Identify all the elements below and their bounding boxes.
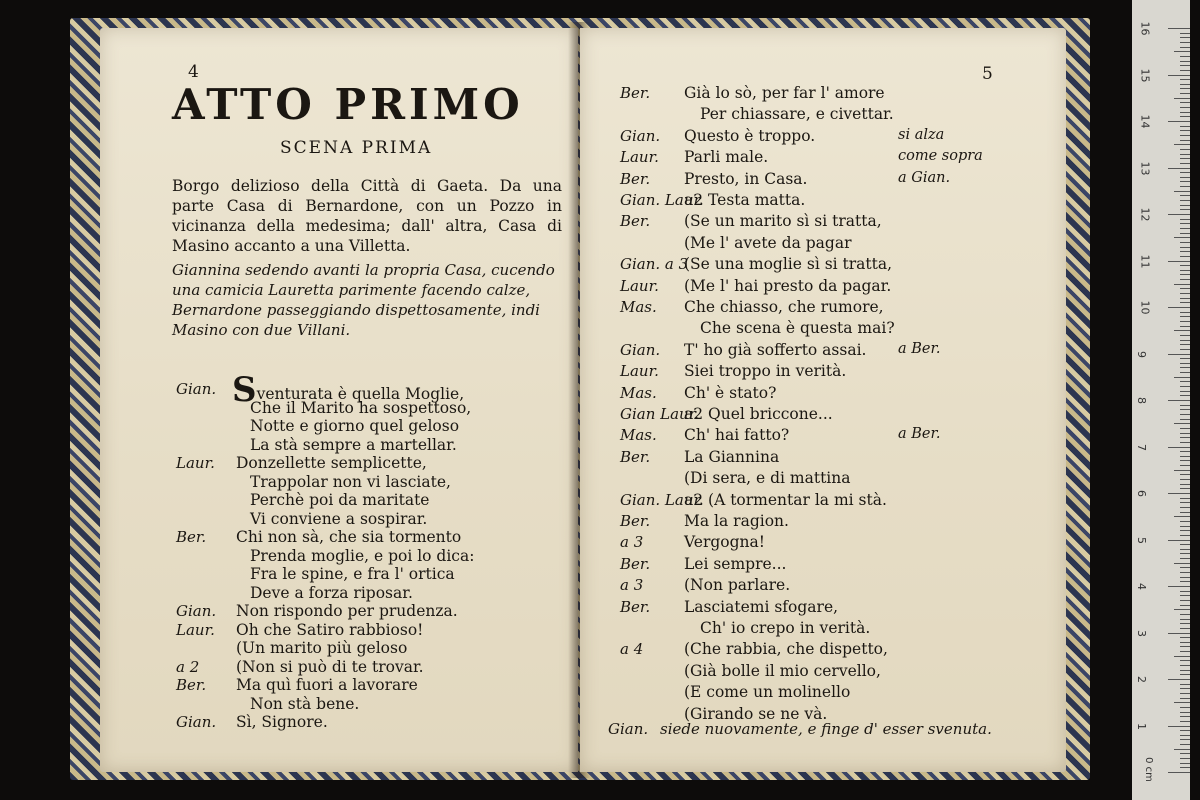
- ruler-tick: [1180, 302, 1190, 303]
- ruler-tick: [1180, 456, 1190, 457]
- speaker-label: Laur.: [620, 148, 659, 167]
- ruler-tick: [1180, 600, 1190, 601]
- ruler-tick: [1174, 237, 1190, 238]
- verse-line: (Già bolle il mio cervello,: [684, 661, 881, 680]
- speaker-label: Ber.: [620, 512, 651, 530]
- ruler-tick: [1168, 400, 1190, 401]
- speaker-label: Ber.: [620, 84, 651, 102]
- ruler-tick: [1180, 479, 1190, 480]
- verse-line: Oh che Satiro rabbioso!: [236, 620, 424, 639]
- ruler-tick: [1180, 544, 1190, 545]
- speaker-label: Mas.: [620, 298, 657, 316]
- ruler-tick: [1168, 633, 1190, 634]
- ruler-tick: [1180, 567, 1190, 568]
- ruler-tick: [1180, 372, 1190, 373]
- speaker-label: Ber.: [176, 676, 207, 694]
- ruler-tick: [1180, 135, 1190, 136]
- ruler-tick: [1180, 698, 1190, 699]
- ruler-tick: [1180, 116, 1190, 117]
- ruler-tick: [1180, 154, 1190, 155]
- ruler-number: 10: [1138, 300, 1152, 315]
- ruler-tick: [1180, 186, 1190, 187]
- ruler-tick: [1180, 181, 1190, 182]
- ruler-tick: [1180, 140, 1190, 141]
- ruler-tick: [1180, 172, 1190, 173]
- ruler-tick: [1180, 707, 1190, 708]
- speaker-label: Gian.: [176, 602, 217, 620]
- verse-line: Vergogna!: [684, 533, 765, 552]
- ruler-number: 15: [1138, 68, 1152, 82]
- ruler-tick: [1180, 293, 1190, 294]
- ruler-tick: [1168, 493, 1190, 494]
- ruler-tick: [1180, 279, 1190, 280]
- ruler-number: 4: [1135, 583, 1148, 590]
- ruler-tick: [1174, 98, 1190, 99]
- ruler-tick: [1180, 93, 1190, 94]
- ruler-tick: [1180, 451, 1190, 452]
- ruler-tick: [1180, 37, 1190, 38]
- ruler-tick: [1174, 330, 1190, 331]
- measurement-ruler: [1132, 0, 1190, 800]
- speaker-label: Laur.: [176, 454, 215, 472]
- verse-line: La stà sempre a martellar.: [250, 435, 457, 454]
- ruler-tick: [1180, 739, 1190, 740]
- verse-line: Trappolar non vi lasciate,: [250, 472, 451, 491]
- ruler-tick: [1180, 526, 1190, 527]
- ruler-tick: [1180, 553, 1190, 554]
- ruler-tick: [1180, 381, 1190, 382]
- ruler-tick: [1168, 354, 1190, 355]
- ruler-tick: [1180, 256, 1190, 257]
- ruler-tick: [1180, 195, 1190, 196]
- ruler-tick: [1174, 609, 1190, 610]
- ruler-tick: [1180, 228, 1190, 229]
- ruler-tick: [1180, 149, 1190, 150]
- ruler-tick: [1180, 577, 1190, 578]
- ruler-tick: [1168, 726, 1190, 727]
- ruler-tick: [1180, 521, 1190, 522]
- ruler-tick: [1180, 102, 1190, 103]
- ruler-tick: [1180, 177, 1190, 178]
- verse-line: (Se un marito sì si tratta,: [684, 212, 882, 231]
- verse-line: Che chiasso, che rumore,: [684, 298, 884, 316]
- ruler-tick: [1180, 88, 1190, 89]
- ruler-tick: [1180, 163, 1190, 164]
- verse-line: Che scena è questa mai?: [700, 319, 895, 338]
- ruler-tick: [1168, 540, 1190, 541]
- ruler-tick: [1180, 265, 1190, 266]
- ruler-tick: [1180, 130, 1190, 131]
- verse-line: (Girando se ne và.: [684, 704, 828, 723]
- verse-line: (Non parlare.: [684, 576, 791, 595]
- ruler-tick: [1180, 349, 1190, 350]
- ruler-tick: [1180, 200, 1190, 201]
- speaker-label: a 3: [620, 533, 644, 552]
- ruler-tick: [1180, 460, 1190, 461]
- ruler-tick: [1180, 233, 1190, 234]
- ruler-tick: [1180, 391, 1190, 392]
- ruler-tick: [1180, 433, 1190, 434]
- ruler-tick: [1180, 763, 1190, 764]
- verse-line: Non stà bene.: [250, 694, 360, 713]
- ruler-tick: [1180, 107, 1190, 108]
- ruler-tick: [1180, 219, 1190, 220]
- ruler-tick: [1168, 75, 1190, 76]
- speaker-label: Mas.: [620, 426, 657, 445]
- speaker-label: Ber.: [620, 447, 651, 466]
- ruler-tick: [1180, 628, 1190, 629]
- ruler-tick: [1180, 465, 1190, 466]
- ruler-tick: [1168, 447, 1190, 448]
- ruler-tick: [1180, 605, 1190, 606]
- speaker-label: Gian. Laur.: [620, 191, 704, 209]
- ruler-tick: [1180, 637, 1190, 638]
- speaker-label: Ber.: [620, 597, 651, 616]
- ruler-tick: [1180, 247, 1190, 248]
- verse-line: Che il Marito ha sospettoso,: [250, 398, 472, 417]
- verse-line: a2 Testa matta.: [684, 191, 806, 209]
- verse-line: (Non si può di te trovar.: [236, 657, 424, 676]
- speaker-label: Laur.: [620, 362, 659, 381]
- verse-line: Ch' è stato?: [684, 383, 777, 402]
- ruler-number: 14: [1138, 114, 1152, 129]
- verse-line: (E come un molinello: [684, 683, 851, 702]
- final-direction-speaker: Gian.: [608, 720, 649, 738]
- ruler-tick: [1180, 270, 1190, 271]
- act-title: ATTO PRIMO: [172, 80, 524, 129]
- ruler-tick: [1180, 419, 1190, 420]
- aside-direction: a Gian.: [898, 169, 951, 186]
- ruler-tick: [1180, 358, 1190, 359]
- verse-line: Non rispondo per prudenza.: [236, 602, 458, 620]
- verse-line: (Me l' hai presto da pagar.: [684, 276, 892, 295]
- speaker-label: a 2: [176, 657, 200, 676]
- ruler-tick: [1174, 516, 1190, 517]
- ruler-tick: [1180, 646, 1190, 647]
- verse-line: Ma quì fuori a lavorare: [236, 676, 418, 694]
- verse-line: Vi conviene a sospirar.: [250, 509, 428, 528]
- ruler-number: 16: [1138, 21, 1152, 36]
- speaker-label: a 3: [620, 576, 644, 595]
- ruler-tick: [1180, 512, 1190, 513]
- ruler-tick: [1180, 61, 1190, 62]
- verse-line: a2 Quel briccone...: [684, 405, 833, 423]
- ruler-tick: [1180, 42, 1190, 43]
- ruler-tick: [1180, 665, 1190, 666]
- ruler-tick: [1180, 549, 1190, 550]
- ruler-tick: [1180, 298, 1190, 299]
- ruler-tick: [1180, 674, 1190, 675]
- ruler-tick: [1180, 395, 1190, 396]
- ruler-tick: [1174, 144, 1190, 145]
- ruler-tick: [1180, 712, 1190, 713]
- ruler-tick: [1180, 428, 1190, 429]
- ruler-tick: [1180, 670, 1190, 671]
- ruler-number: 11: [1138, 254, 1152, 268]
- ruler-tick: [1180, 344, 1190, 345]
- verse-line: (Di sera, e di mattina: [684, 469, 851, 488]
- ruler-tick: [1180, 581, 1190, 582]
- ruler-tick: [1180, 288, 1190, 289]
- ruler-tick: [1180, 502, 1190, 503]
- ruler-tick: [1180, 367, 1190, 368]
- ruler-tick: [1180, 79, 1190, 80]
- speaker-label: Gian.: [620, 340, 661, 359]
- verse-line: Fra le spine, e fra l' ortica: [250, 565, 455, 583]
- ruler-tick: [1168, 28, 1190, 29]
- speaker-label: Mas.: [620, 383, 657, 402]
- ruler-tick: [1168, 772, 1190, 773]
- verse-line: Lasciatemi sfogare,: [684, 597, 839, 616]
- ruler-number: 8: [1135, 397, 1148, 404]
- verse-line: Deve a forza riposar.: [250, 583, 413, 602]
- speaker-label: a 4: [620, 640, 644, 659]
- ruler-tick: [1180, 498, 1190, 499]
- ruler-tick: [1180, 730, 1190, 731]
- ruler-tick: [1180, 442, 1190, 443]
- ruler-tick: [1180, 312, 1190, 313]
- speaker-label: Laur.: [176, 620, 215, 639]
- ruler-tick: [1168, 307, 1190, 308]
- ruler-tick: [1180, 242, 1190, 243]
- verse-line: (Un marito più geloso: [236, 639, 408, 657]
- ruler-tick: [1180, 558, 1190, 559]
- ruler-tick: [1180, 753, 1190, 754]
- verse-line: Ma la ragion.: [684, 512, 789, 530]
- aside-direction: a Ber.: [898, 340, 941, 357]
- ruler-number: 3: [1135, 629, 1148, 637]
- verse-line: (Se una moglie sì si tratta,: [684, 255, 893, 274]
- ruler-tick: [1174, 51, 1190, 52]
- ruler-tick: [1180, 84, 1190, 85]
- ruler-tick: [1180, 386, 1190, 387]
- ruler-tick: [1180, 651, 1190, 652]
- ruler-tick: [1180, 623, 1190, 624]
- ruler-tick: [1168, 168, 1190, 169]
- ruler-tick: [1180, 223, 1190, 224]
- ruler-number: 13: [1138, 161, 1152, 175]
- left-page: [100, 28, 578, 772]
- ruler-tick: [1180, 484, 1190, 485]
- ruler-tick: [1174, 377, 1190, 378]
- verse-line: Per chiassare, e civettar.: [700, 105, 894, 124]
- ruler-number: 2: [1135, 676, 1148, 683]
- ruler-tick: [1174, 191, 1190, 192]
- ruler-tick: [1180, 619, 1190, 620]
- verse-line: Sì, Signore.: [236, 713, 328, 731]
- verse-line: Perchè poi da maritate: [250, 491, 430, 509]
- verse-line: La Giannina: [684, 447, 780, 466]
- aside-direction: si alza: [898, 126, 945, 143]
- speaker-label: Laur.: [620, 276, 659, 295]
- verse-line: (Che rabbia, che dispetto,: [684, 640, 888, 659]
- ruler-number: 7: [1135, 443, 1148, 451]
- ruler-tick: [1180, 735, 1190, 736]
- ruler-tick: [1180, 209, 1190, 210]
- ruler-number: 6: [1135, 490, 1148, 497]
- ruler-tick: [1180, 474, 1190, 475]
- ruler-tick: [1168, 679, 1190, 680]
- verse-line: Donzellette semplicette,: [236, 454, 427, 472]
- ruler-tick: [1180, 642, 1190, 643]
- ruler-tick: [1168, 586, 1190, 587]
- ruler-number: 5: [1135, 536, 1148, 544]
- ruler-tick: [1180, 595, 1190, 596]
- ruler-tick: [1168, 214, 1190, 215]
- speaker-label: Gian. Laur.: [620, 490, 704, 509]
- ruler-tick: [1180, 112, 1190, 113]
- ruler-number: 1: [1135, 722, 1148, 730]
- ruler-tick: [1180, 414, 1190, 415]
- ruler-unit-label: 0 cm: [1142, 757, 1154, 782]
- ruler-number: 9: [1135, 350, 1148, 358]
- verse-line: a2 (A tormentar la mi stà.: [684, 490, 887, 509]
- ruler-tick: [1174, 423, 1190, 424]
- ruler-number: 12: [1138, 207, 1152, 222]
- verse-line: Parli male.: [684, 148, 769, 167]
- ruler-tick: [1174, 702, 1190, 703]
- setting-description: Borgo delizioso della Città di Gaeta. Da una parte Casa di Bernardone, con un Pozzo in vicinanza della medesima; dall' altra, Casa di Masino accanto a una Villetta.: [172, 177, 562, 255]
- stage-direction: Giannina sedendo avanti la propria Casa, cucendo una camicia Lauretta parimente facendo calze, Bernardone passeggiando dispettosamente, indi Masino con due Villani.: [172, 261, 555, 339]
- speaker-label: Gian Laur.: [620, 405, 700, 423]
- verse-line: Questo è troppo.: [684, 126, 816, 145]
- speaker-label: Gian.: [176, 713, 217, 731]
- ruler-tick: [1180, 405, 1190, 406]
- ruler-tick: [1180, 721, 1190, 722]
- ruler-tick: [1180, 488, 1190, 489]
- ruler-tick: [1180, 70, 1190, 71]
- ruler-tick: [1180, 535, 1190, 536]
- ruler-tick: [1180, 335, 1190, 336]
- ruler-tick: [1180, 321, 1190, 322]
- final-stage-direction: siede nuovamente, e finge d' esser svenuta.: [660, 720, 992, 738]
- verse-line: Siei troppo in verità.: [684, 362, 847, 381]
- ruler-tick: [1180, 65, 1190, 66]
- ruler-tick: [1180, 591, 1190, 592]
- verse-line: (Me l' avete da pagar: [684, 233, 852, 252]
- ruler-tick: [1174, 284, 1190, 285]
- ruler-tick: [1168, 121, 1190, 122]
- scene-title: SCENA PRIMA: [280, 138, 433, 158]
- verse-line: Ch' io crepo in verità.: [700, 619, 871, 637]
- ruler-tick: [1180, 744, 1190, 745]
- ruler-tick: [1180, 126, 1190, 127]
- verse-line: Prenda moglie, e poi lo dica:: [250, 546, 475, 565]
- ruler-tick: [1180, 56, 1190, 57]
- ruler-tick: [1174, 749, 1190, 750]
- ruler-tick: [1180, 767, 1190, 768]
- speaker-label: Ber.: [176, 528, 207, 546]
- speaker-label: Gian.: [176, 380, 217, 398]
- ruler-tick: [1180, 507, 1190, 508]
- verse-line: Notte e giorno quel geloso: [250, 417, 460, 435]
- speaker-label: Ber.: [620, 212, 651, 231]
- verse-line: Ch' hai fatto?: [684, 426, 790, 445]
- drop-cap: S: [232, 370, 257, 410]
- ruler-tick: [1180, 33, 1190, 34]
- right-page: [580, 28, 1066, 772]
- ruler-tick: [1180, 530, 1190, 531]
- ruler-tick: [1180, 363, 1190, 364]
- speaker-label: Ber.: [620, 169, 651, 188]
- ruler-tick: [1180, 758, 1190, 759]
- verse-line: Chi non sà, che sia tormento: [236, 528, 462, 546]
- verse-line: Già lo sò, per far l' amore: [684, 84, 885, 102]
- ruler-tick: [1180, 688, 1190, 689]
- aside-direction: come sopra: [898, 148, 983, 165]
- verse-line: T' ho già sofferto assai.: [684, 340, 867, 359]
- ruler-tick: [1180, 274, 1190, 275]
- ruler-tick: [1180, 437, 1190, 438]
- ruler-tick: [1180, 716, 1190, 717]
- ruler-tick: [1180, 409, 1190, 410]
- speaker-label: Gian. a 3: [620, 255, 689, 274]
- ruler-tick: [1180, 572, 1190, 573]
- speaker-label: Gian.: [620, 126, 661, 145]
- page-number-left: 4: [188, 62, 199, 82]
- ruler-tick: [1174, 563, 1190, 564]
- verse-line: Lei sempre...: [684, 554, 787, 573]
- ruler-tick: [1174, 470, 1190, 471]
- ruler-tick: [1180, 340, 1190, 341]
- ruler-tick: [1180, 693, 1190, 694]
- ruler-tick: [1174, 656, 1190, 657]
- ruler-tick: [1180, 205, 1190, 206]
- ruler-tick: [1180, 684, 1190, 685]
- page-number-right: 5: [982, 64, 993, 84]
- ruler-tick: [1180, 47, 1190, 48]
- ruler-tick: [1180, 660, 1190, 661]
- ruler-tick: [1180, 316, 1190, 317]
- ruler-tick: [1180, 251, 1190, 252]
- drop-cap-rest: venturata è quella Moglie,: [256, 385, 465, 403]
- ruler-tick: [1180, 614, 1190, 615]
- aside-direction: a Ber.: [898, 426, 941, 443]
- ruler-tick: [1180, 158, 1190, 159]
- ruler-tick: [1168, 261, 1190, 262]
- ruler-tick: [1180, 326, 1190, 327]
- speaker-label: Ber.: [620, 554, 651, 573]
- verse-line: Presto, in Casa.: [684, 169, 808, 188]
